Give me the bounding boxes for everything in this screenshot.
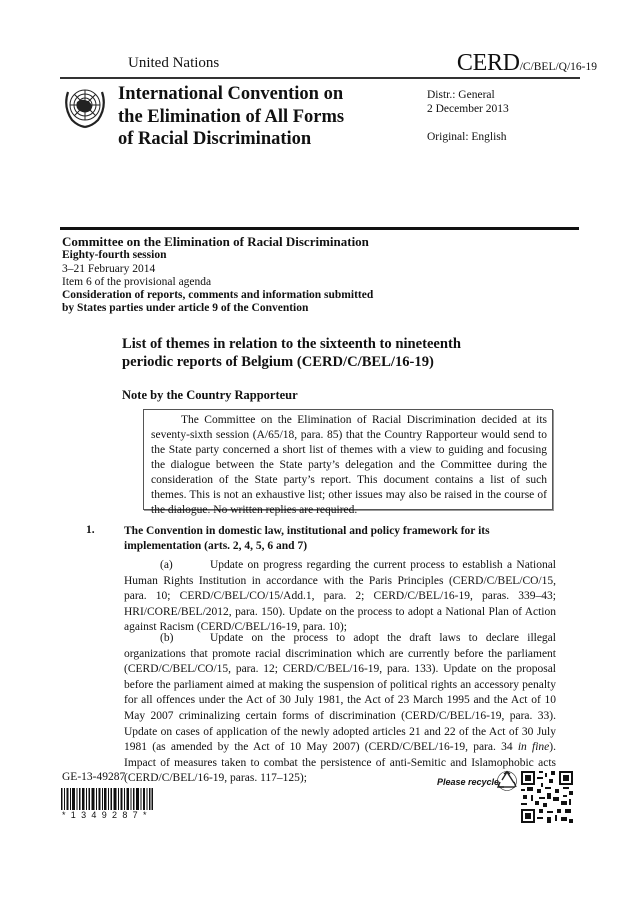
convention-title: [118, 83, 344, 151]
document-title: [122, 335, 461, 371]
session-name: Eighty-fourth session: [62, 249, 167, 262]
symbol-suffix: /C/BEL/Q/16-19: [519, 61, 597, 73]
session-dates: 3–21 February 2014: [62, 262, 156, 275]
header-rule: [60, 77, 580, 79]
barcode-text: *1349287*: [62, 810, 152, 820]
document-title-line-1: List of themes in relation to the sixteenth to nineteenth: [122, 336, 462, 352]
job-number: GE-13-49287: [62, 771, 126, 783]
barcode-icon: [61, 788, 153, 810]
document-title-line-2: periodic reports of Belgium (CERD/C/BEL/16-19): [122, 354, 434, 370]
convention-title-line-1: International Convention on: [118, 84, 344, 104]
paragraph-italic: in fine: [517, 741, 550, 754]
section-rule: [60, 227, 579, 230]
document-metadata: [427, 88, 509, 144]
distribution: Distr.: General: [427, 89, 495, 101]
issue-date: 2 December 2013: [427, 103, 509, 115]
paragraph-text: Update on the process to adopt the draft laws to declare illegal organizations that promote racial discrimination which are currently before the parliament (CERD/C/BEL/CO/15, para. 12; CERD/C/BEL/16-19, para. 133). Update on the proposal before the parliament aimed at making the suspension of political rights an accessory penalty for all offences under the Act of 30 July 1981, the Act of 23 March 1995 and the Act of 10 May 2007 criminalizing certain forms of discrimination (CERD/C/BEL/16-19, para. 33). Update on cases of application of the newly adopted articles 21 and 22 of the Act of 30 July 1981 (as amended by the Act of 10 May 2007) (CERD/C/BEL/16-19, para. 34: [124, 632, 556, 754]
paragraph-text-end: ). Impact of measures taken to combat the persistence of anti-Semitic and Islamophobic acts (CERD/C/BEL/16-19, paras. 117–125);: [124, 741, 556, 785]
agenda-title-line-2: by States parties under article 9 of the Convention: [62, 302, 309, 315]
organization-name: United Nations: [128, 55, 220, 71]
section-title: The Convention in domestic law, institutional and policy framework for its implementation (arts. 2, 4, 5, 6 and 7): [124, 525, 490, 552]
paragraph-text: Update on progress regarding the current process to establish a National Human Rights Institution in accordance with the Paris Principles (CERD/C/BEL/CO/15, para. 10; CERD/C/BEL/CO/15/Add.1, para. 2; CERD/C/BEL/16-19, paras. 339–43; HRI/CORE/BEL/2012, para. 150). Update on the process to adopt a National Plan of Action against Racism (CERD/C/BEL/16-19, para. 10);: [124, 559, 556, 634]
agenda-title-line-1: Consideration of reports, comments and information submitted: [62, 289, 374, 302]
paragraph-a: [124, 558, 556, 636]
paragraph-label: (a): [160, 559, 173, 571]
paragraph-b: [124, 631, 556, 787]
agenda-item: Item 6 of the provisional agenda: [62, 275, 212, 288]
original-language: Original: English: [427, 131, 507, 143]
summary-text: The Committee on the Elimination of Racial Discrimination decided at its seventy-sixth session (A/65/18, para. 85) that the Country Rapporteur would send to the State party concerned a short list of themes with a view to guiding and focusing the dialogue between the State party’s delegation and the Committee during the consideration of the State party’s report. This document contains a list of such themes. This is not an exhaustive list; other issues may also be raised in the course of the dialogue. No written replies are required.: [151, 414, 547, 516]
paragraph-label: (b): [160, 632, 174, 644]
recycle-label: Please recycle: [437, 777, 500, 787]
convention-title-line-2: the Elimination of All Forms: [118, 106, 345, 127]
recycle-icon: [496, 770, 518, 792]
committee-name: Committee on the Elimination of Racial Discrimination: [62, 234, 369, 249]
note-title: Note by the Country Rapporteur: [122, 388, 298, 402]
un-emblem-icon: [60, 82, 110, 132]
convention-title-line-3: of Racial Discrimination: [118, 129, 312, 149]
committee-block: [62, 235, 373, 316]
symbol-main: CERD: [456, 50, 520, 76]
document-symbol: [397, 50, 597, 77]
qr-code-icon: [521, 771, 573, 823]
section-number: 1.: [86, 524, 95, 536]
